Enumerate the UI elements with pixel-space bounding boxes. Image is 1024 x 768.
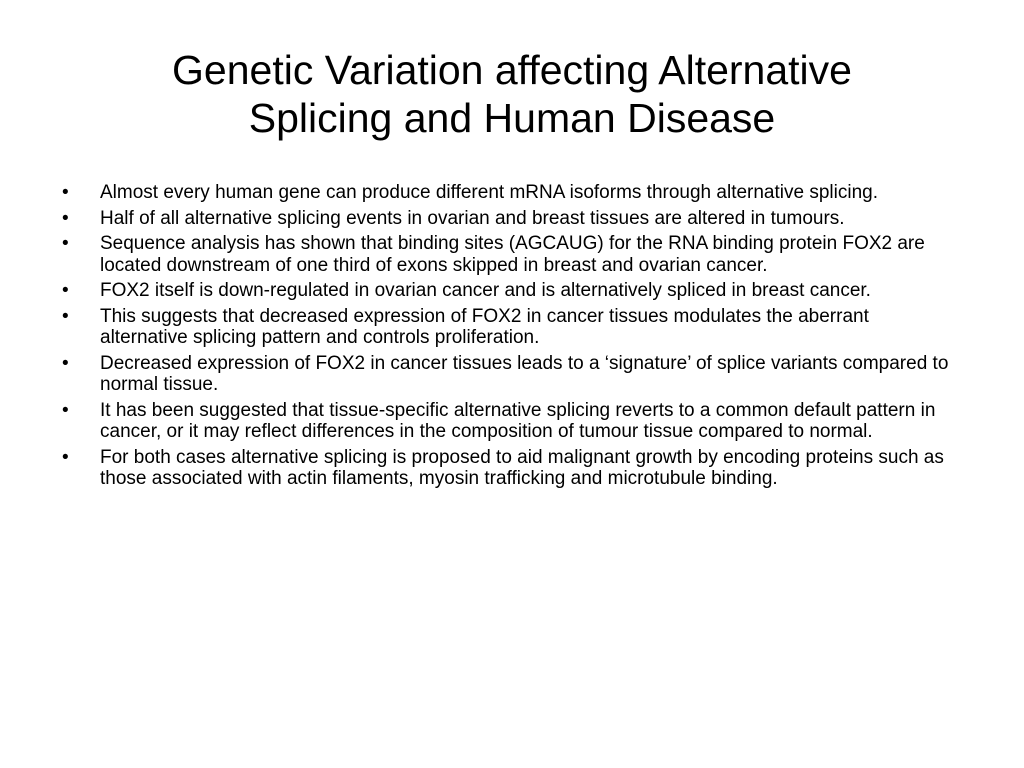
bullet-text: For both cases alternative splicing is proposed to aid malignant growth by encoding proteins such as those associated with actin filaments, myosin trafficking and microtubule binding. (100, 446, 944, 489)
bullet-item-7 (60, 400, 960, 443)
bullet-item-3 (60, 233, 960, 276)
bullet-marker: • (62, 207, 69, 229)
bullet-list (60, 182, 960, 494)
bullet-marker: • (62, 399, 69, 421)
bullet-text: It has been suggested that tissue-specific alternative splicing reverts to a common default pattern in cancer, or it may reflect differences in the composition of tumour tissue compared to normal. (100, 399, 936, 442)
bullet-marker: • (62, 280, 69, 301)
slide-title (60, 46, 964, 142)
bullet-item-6 (60, 353, 960, 396)
slide-title-line-1: Genetic Variation affecting Alternative (172, 47, 852, 93)
bullet-text: Half of all alternative splicing events in ovarian and breast tissues are altered in tumours. (100, 207, 845, 229)
bullet-text: This suggests that decreased expression of FOX2 in cancer tissues modulates the aberrant alternative splicing pattern and controls proliferation. (100, 305, 869, 348)
bullet-marker: • (62, 352, 69, 374)
bullet-item-5 (60, 306, 960, 349)
bullet-marker: • (62, 305, 69, 327)
bullet-item-1 (60, 182, 960, 204)
bullet-text: Sequence analysis has shown that binding sites (AGCAUG) for the RNA binding protein FOX2 are located downstream of one third of exons skipped in breast and ovarian cancer. (100, 233, 925, 276)
bullet-marker: • (62, 182, 69, 203)
bullet-item-2 (60, 208, 960, 230)
bullet-item-8 (60, 447, 960, 490)
bullet-text: Decreased expression of FOX2 in cancer tissues leads to a ‘signature’ of splice variants compared to normal tissue. (100, 352, 949, 395)
bullet-text: FOX2 itself is down-regulated in ovarian cancer and is alternatively spliced in breast cancer. (100, 280, 871, 301)
bullet-marker: • (62, 233, 69, 254)
bullet-item-4 (60, 280, 960, 302)
slide-title-line-2: Splicing and Human Disease (248, 95, 776, 141)
bullet-text: Almost every human gene can produce different mRNA isoforms through alternative splicing. (100, 182, 878, 203)
bullet-marker: • (62, 446, 69, 468)
